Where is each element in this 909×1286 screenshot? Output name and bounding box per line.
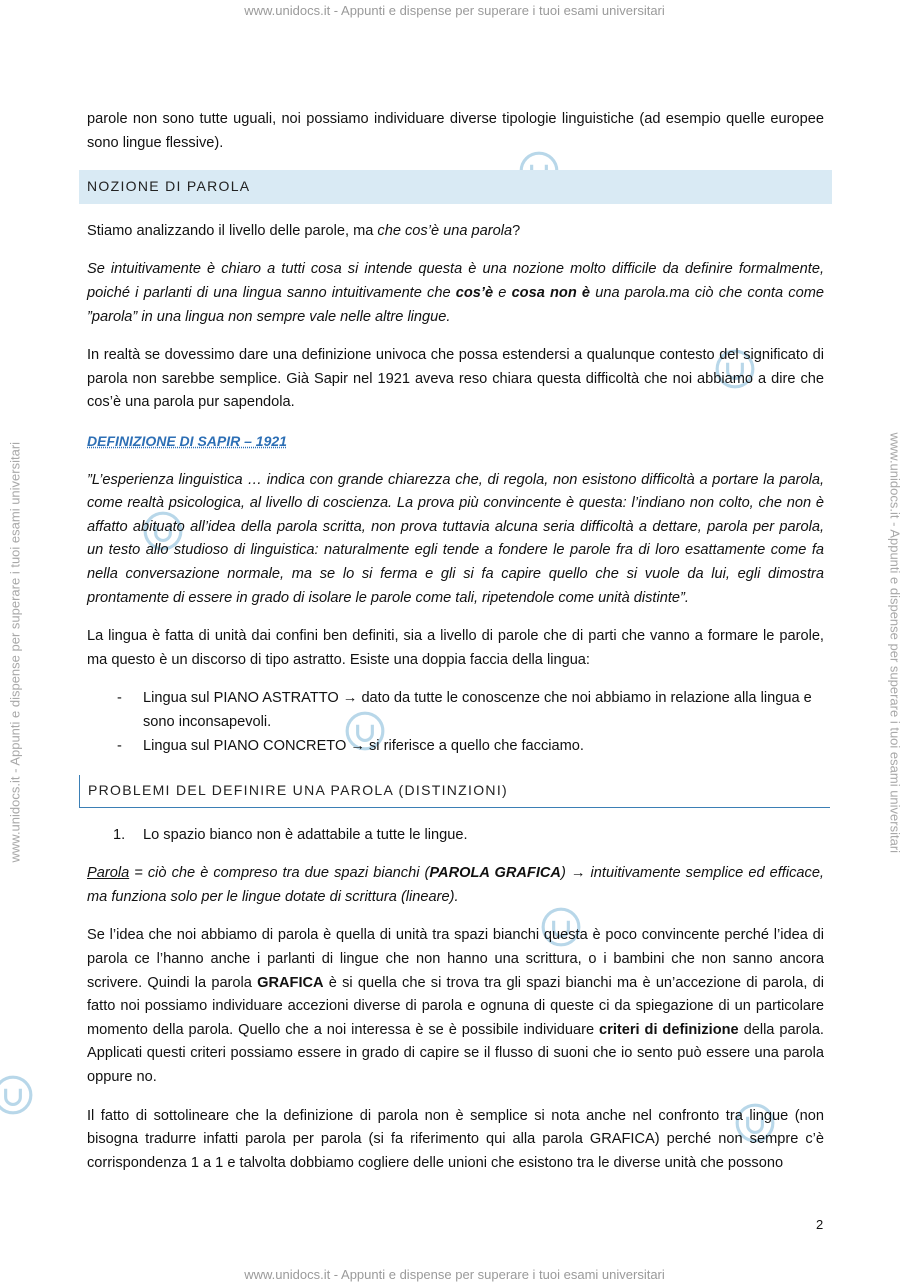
paragraph: Stiamo analizzando il livello delle parole, ma che cos’è una parola? bbox=[87, 222, 521, 239]
paragraph: parole non sono tutte uguali, noi possiamo individuare diverse tipologie linguistiche (ad esempio quelle europee sono lingue flessive). bbox=[87, 111, 824, 151]
unidocs-logo-icon bbox=[0, 1074, 34, 1116]
paragraph: In realtà se dovessimo dare una definizione univoca che possa estendersi a qualunque contesto del significato di parola non sarebbe semplice. Già Sapir nel 1921 aveva reso chiara questa difficoltà che noi abbiamo a dire che cos’è una parola pur sapendola. bbox=[87, 347, 824, 411]
list-item: 1. Lo spazio bianco non è adattabile a tutte le lingue. bbox=[113, 826, 468, 843]
paragraph: La lingua è fatta di unità dai confini ben definiti, sia a livello di parole che di parti che vanno a formare le parole, ma questo è un discorso di tipo astratto. Esiste una doppia faccia della lingua: bbox=[87, 628, 824, 668]
list-item: - Lingua sul PIANO CONCRETO → si riferisce a quello che facciamo. bbox=[87, 735, 824, 759]
dash-list bbox=[87, 687, 824, 759]
page-number: 2 bbox=[816, 1217, 824, 1232]
section-heading-problemi: PROBLEMI DEL DEFINIRE UNA PAROLA (DISTINZIONI) bbox=[79, 775, 830, 808]
watermark-bottom: www.unidocs.it - Appunti e dispense per superare i tuoi esami universitari bbox=[244, 1267, 665, 1282]
quote-sapir: ”L’esperienza linguistica … indica con grande chiarezza che, di regola, non esistono difficoltà a portare la parola, come realtà psicologica, al livello di coscienza. La prova più convincente è questa: l’indiano non colto, che non è affatto abituato all’idea della parola scritta, non prova tuttavia alcuna seria difficoltà a dettare, parola per parola, un testo allo studioso di linguistica: naturalmente egli tende a fondere le parole fra di loro esattamente come fa nella conversazione normale, ma se lo si ferma e gli si fa capire quello che si vuole da lui, egli dimostra prontamente di essere in grado di isolare le parole come tali, ripetendole come unità distinte”. bbox=[87, 471, 824, 606]
watermark-left: www.unidocs.it - Appunti e dispense per superare i tuoi esami universitari bbox=[7, 441, 23, 863]
watermark-right: www.unidocs.it - Appunti e dispense per superare i tuoi esami universitari bbox=[887, 432, 903, 854]
numbered-list bbox=[87, 824, 824, 848]
page-content bbox=[87, 108, 824, 1190]
paragraph: Se l’idea che noi abbiamo di parola è quella di unità tra spazi bianchi questa è poco convincente perché l’idea di parola ce l’hanno anche i parlanti di lingue che non hanno una scrittura, o i bambini che non sanno ancora scrivere. Quindi la parola GRAFICA è si quella che si trova tra gli spazi bianchi ma è un’accezione di parola, di fatto noi possiamo individuare accezioni diverse di parola e ognuna di queste ci da spiegazione di un particolare momento della parola. Quello che a noi interessa è se è possibile individuare criteri di definizione della parola. Applicati questi criteri possiamo essere in grado di capire se il flusso di suoni che io sento può essere una parola oppure no. bbox=[87, 927, 824, 1085]
paragraph-italic: Parola = ciò che è compreso tra due spazi bianchi (PAROLA GRAFICA) → intuitivamente semplice ed efficace, ma funziona solo per le lingue dotate di scrittura (lineare). bbox=[87, 865, 824, 905]
subheading-sapir: DEFINIZIONE DI SAPIR – 1921 bbox=[87, 432, 287, 449]
list-item: - Lingua sul PIANO ASTRATTO → dato da tutte le conoscenze che noi abbiamo in relazione alla lingua e sono inconsapevoli. bbox=[87, 687, 824, 734]
watermark-top: www.unidocs.it - Appunti e dispense per superare i tuoi esami universitari bbox=[244, 3, 665, 18]
paragraph: Il fatto di sottolineare che la definizione di parola non è semplice si nota anche nel confronto tra lingue (non bisogna tradurre infatti parola per parola (si fa riferimento qui alla parola GRAFICA) perché non sempre c’è corrispondenza 1 a 1 e talvolta dobbiamo cogliere delle unioni che esistono tra le diverse unità che possono bbox=[87, 1107, 824, 1171]
section-heading-nozione: NOZIONE DI PAROLA bbox=[79, 170, 832, 204]
paragraph-italic: Se intuitivamente è chiaro a tutti cosa si intende questa è una nozione molto difficile da definire formalmente, poiché i parlanti di una lingua sanno intuitivamente che cos’è e cosa non è una parola.ma ciò che conta come ”parola” in una lingua non sempre vale nelle altre lingue. bbox=[87, 261, 824, 325]
